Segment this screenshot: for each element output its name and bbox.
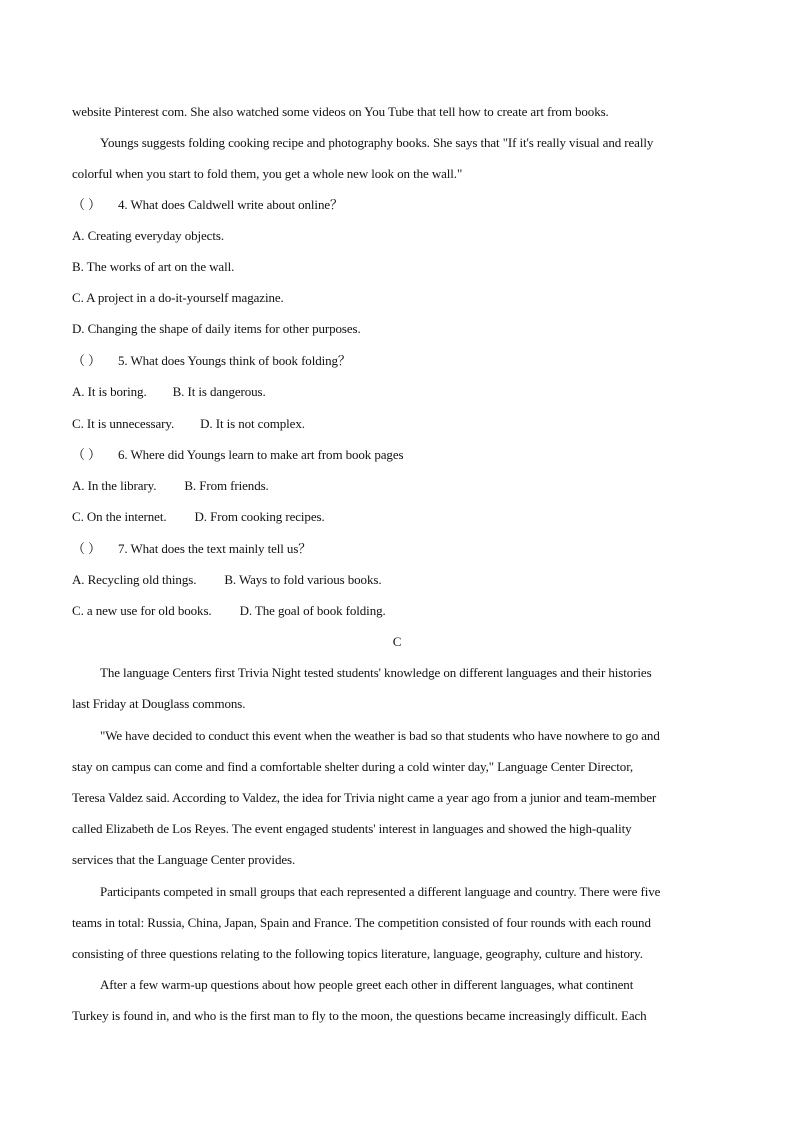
passage-line: teams in total: Russia, China, Japan, Spain and France. The competition consisted of four rounds with each round xyxy=(72,915,651,930)
question-stem: 6. Where did Youngs learn to make art from book pages xyxy=(118,447,404,462)
q6-option-a: A. In the library. xyxy=(72,478,157,493)
question-7 xyxy=(72,541,311,557)
question-stem: 4. What does Caldwell write about online？ xyxy=(118,197,343,212)
q4-option-b: B. The works of art on the wall. xyxy=(72,259,235,274)
q5-options-ab xyxy=(72,384,266,400)
answer-blank[interactable]: （ ） xyxy=(72,447,101,462)
passage-line: Turkey is found in, and who is the first man to fly to the moon, the questions became increasingly difficult. Each xyxy=(72,1008,647,1023)
intro-line-3: colorful when you start to fold them, you get a whole new look on the wall." xyxy=(72,166,463,181)
section-heading: C xyxy=(392,634,402,649)
answer-blank[interactable]: （ ） xyxy=(72,541,101,556)
passage-line: services that the Language Center provides. xyxy=(72,852,296,867)
passage-line: stay on campus can come and find a comfortable shelter during a cold winter day," Language Center Director, xyxy=(72,759,634,774)
question-4 xyxy=(72,197,343,213)
passage-line: "We have decided to conduct this event when the weather is bad so that students who have nowhere to go and xyxy=(100,728,660,743)
q6-options-cd xyxy=(72,509,325,525)
passage-line: Teresa Valdez said. According to Valdez, the idea for Trivia night came a year ago from a junior and team-member xyxy=(72,790,657,805)
q5-option-a: A. It is boring. xyxy=(72,384,147,399)
q4-option-a: A. Creating everyday objects. xyxy=(72,228,224,243)
passage-line: consisting of three questions relating to the following topics literature, language, geography, culture and history. xyxy=(72,946,643,961)
q5-option-b: B. It is dangerous. xyxy=(172,384,266,399)
q6-option-b: B. From friends. xyxy=(184,478,269,493)
passage-line: After a few warm-up questions about how people greet each other in different languages, what continent xyxy=(100,977,634,992)
intro-line-1: website Pinterest com. She also watched some videos on You Tube that tell how to create art from books. xyxy=(72,104,609,119)
answer-blank[interactable]: （ ） xyxy=(72,353,101,368)
q7-option-c: C. a new use for old books. xyxy=(72,603,212,618)
question-stem: 7. What does the text mainly tell us？ xyxy=(118,541,312,556)
q7-options-cd xyxy=(72,603,386,619)
answer-blank[interactable]: （ ） xyxy=(72,197,101,212)
q7-option-b: B. Ways to fold various books. xyxy=(224,572,382,587)
q7-option-d: D. The goal of book folding. xyxy=(239,603,386,618)
question-5 xyxy=(72,353,351,369)
q4-option-c: C. A project in a do-it-yourself magazine. xyxy=(72,290,284,305)
q7-option-a: A. Recycling old things. xyxy=(72,572,197,587)
question-stem: 5. What does Youngs think of book folding？ xyxy=(118,353,351,368)
q4-option-d: D. Changing the shape of daily items for other purposes. xyxy=(72,321,361,336)
passage-line: called Elizabeth de Los Reyes. The event engaged students' interest in languages and showed the high-quality xyxy=(72,821,632,836)
q6-option-c: C. On the internet. xyxy=(72,509,167,524)
q5-option-d: D. It is not complex. xyxy=(200,416,305,431)
q5-option-c: C. It is unnecessary. xyxy=(72,416,175,431)
passage-line: Participants competed in small groups that each represented a different language and country. There were five xyxy=(100,884,661,899)
intro-line-2: Youngs suggests folding cooking recipe and photography books. She says that "If it's really visual and really xyxy=(100,135,654,150)
q7-options-ab xyxy=(72,572,381,588)
question-6 xyxy=(72,447,403,463)
q6-option-d: D. From cooking recipes. xyxy=(194,509,325,524)
q6-options-ab xyxy=(72,478,269,494)
passage-line: The language Centers first Trivia Night tested students' knowledge on different languages and their histories xyxy=(100,665,652,680)
passage-line: last Friday at Douglass commons. xyxy=(72,696,246,711)
q5-options-cd xyxy=(72,416,305,432)
